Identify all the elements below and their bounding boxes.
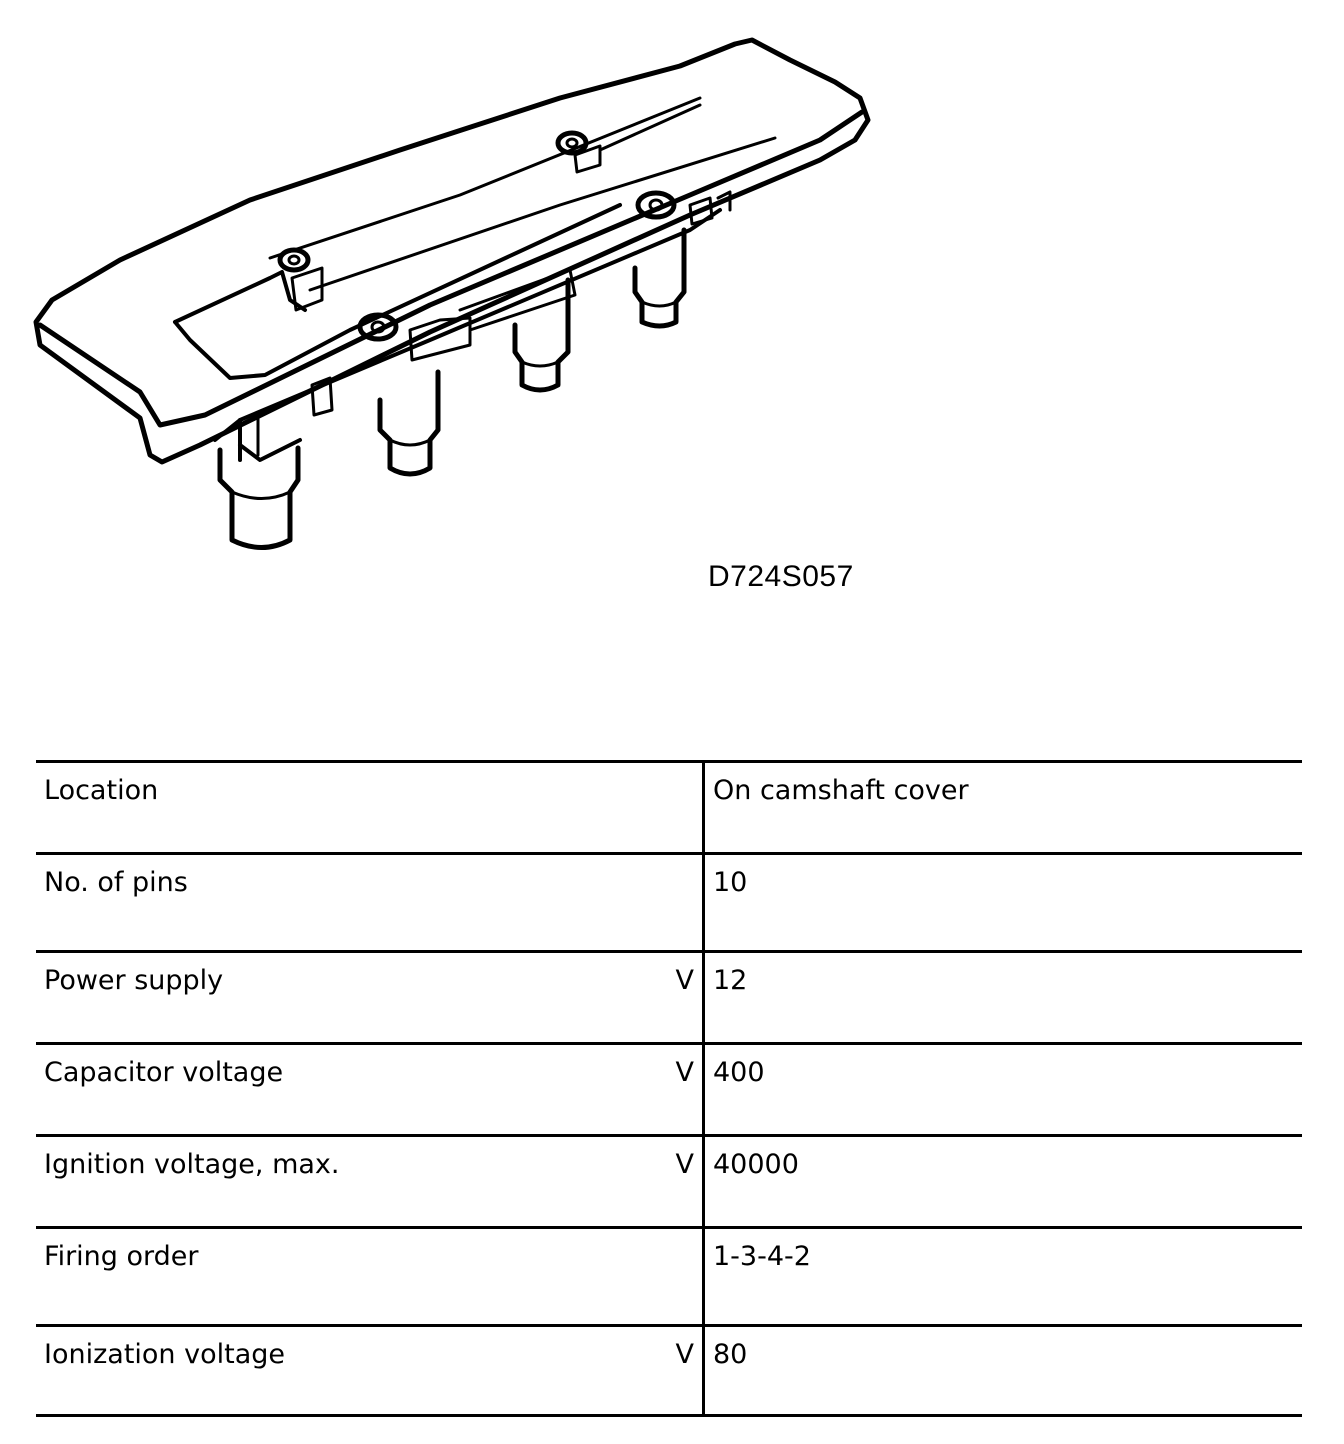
row-label: Firing order [44,1241,199,1272]
figure-code: D724S057 [708,560,854,593]
row-label-cell [36,1044,704,1136]
row-label-cell [36,952,704,1044]
row-label: No. of pins [44,867,188,898]
row-label-cell [36,854,704,952]
table-row [36,762,1302,854]
table-row [36,952,1302,1044]
row-label-cell [36,1228,704,1326]
row-label-cell [36,762,704,854]
row-unit: V [675,1057,694,1088]
row-label: Ignition voltage, max. [44,1149,340,1180]
spec-table [36,760,1302,1417]
table-row [36,1326,1302,1416]
row-unit: V [675,1339,694,1370]
ignition-coil-illustration [0,0,900,560]
row-value: 400 [713,1057,765,1088]
row-label: Power supply [44,965,224,996]
row-label: Ionization voltage [44,1339,285,1370]
row-label: Location [44,775,159,806]
row-label: Capacitor voltage [44,1057,284,1088]
row-value: 80 [713,1339,748,1370]
row-unit: V [675,1149,694,1180]
table-row [36,1136,1302,1228]
row-value: 12 [713,965,748,996]
row-label-cell [36,1136,704,1228]
row-value: 40000 [713,1149,799,1180]
table-row [36,1228,1302,1326]
row-unit: V [675,965,694,996]
row-label-cell [36,1326,704,1416]
table-row [36,1044,1302,1136]
row-value: On camshaft cover [713,775,969,806]
row-value: 1-3-4-2 [713,1241,811,1272]
row-value: 10 [713,867,748,898]
table-row [36,854,1302,952]
